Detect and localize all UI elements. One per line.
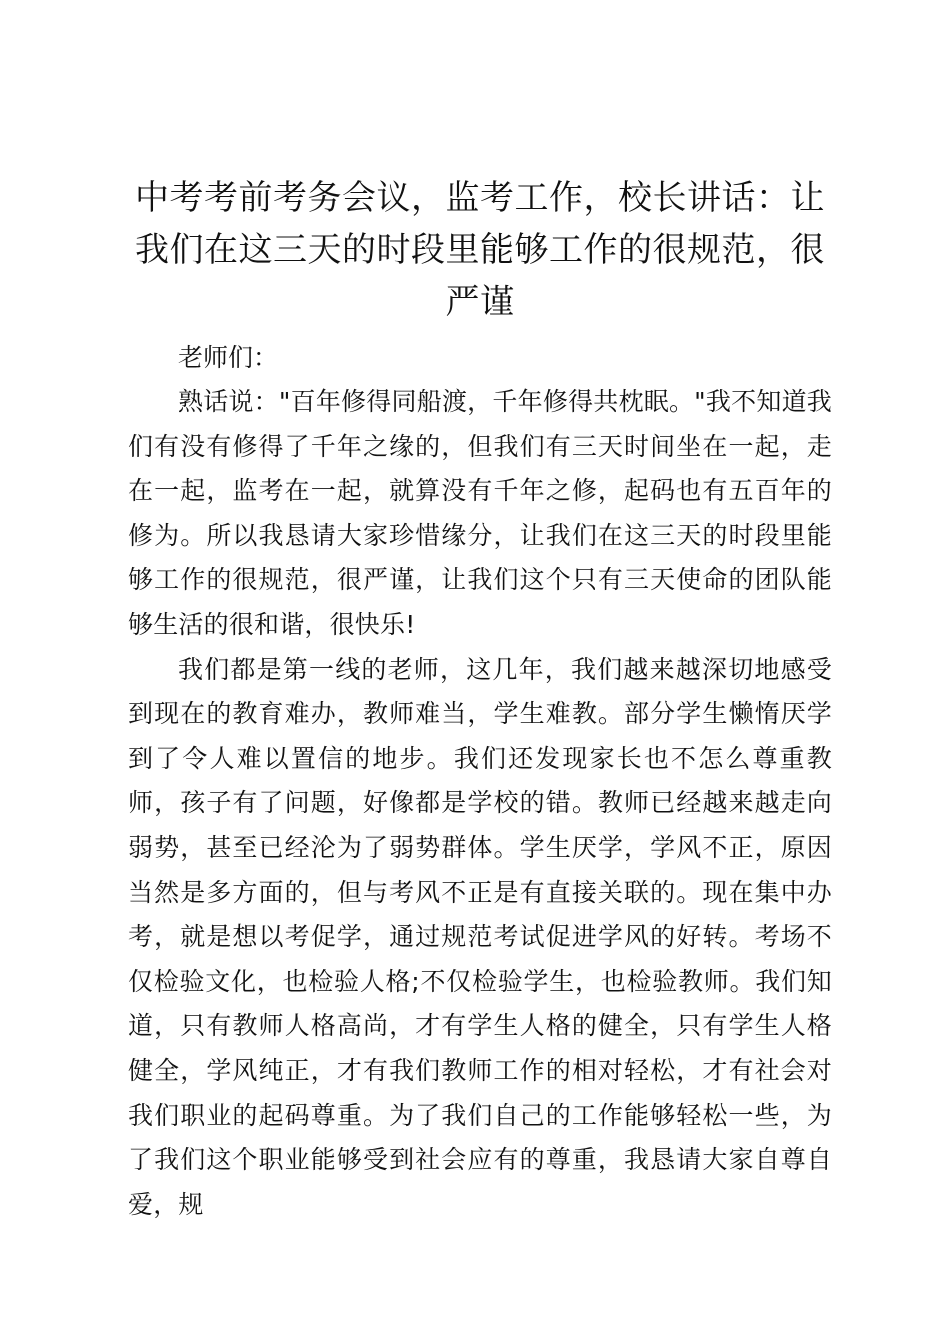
- paragraph-1: 熟话说："百年修得同船渡，千年修得共枕眠。"我不知道我们有没有修得了千年之缘的，但我们有三天时间坐在一起，走在一起，监考在一起，就算没有千年之修，起码也有五百年的修为。所以我恳请大家珍惜缘分，让我们在这三天的时段里能够工作的很规范，很严谨，让我们这个只有三天使命的团队能够生活的很和谐，很快乐!: [128, 387, 832, 639]
- document-page: [128, 172, 832, 1227]
- salutation: 老师们：: [178, 343, 279, 372]
- paragraph-2: 我们都是第一线的老师，这几年，我们越来越深切地感受到现在的教育难办，教师难当，学生难教。部分学生懒惰厌学到了令人难以置信的地步。我们还发现家长也不怎么尊重教师，孩子有了问题，好像都是学校的错。教师已经越来越走向弱势，甚至已经沦为了弱势群体。学生厌学，学风不正，原因当然是多方面的，但与考风不正是有直接关联的。现在集中办考，就是想以考促学，通过规范考试促进学风的好转。考场不仅检验文化，也检验人格;不仅检验学生，也检验教师。我们知道，只有教师人格高尚，才有学生人格的健全，只有学生人格健全，学风纯正，才有我们教师工作的相对轻松，才有社会对我们职业的起码尊重。为了我们自己的工作能够轻松一些，为了我们这个职业能够受到社会应有的尊重，我恳请大家自尊自爱，规: [128, 654, 832, 1219]
- document-title: 中考考前考务会议，监考工作，校长讲话：让我们在这三天的时段里能够工作的很规范，很严谨: [135, 178, 825, 322]
